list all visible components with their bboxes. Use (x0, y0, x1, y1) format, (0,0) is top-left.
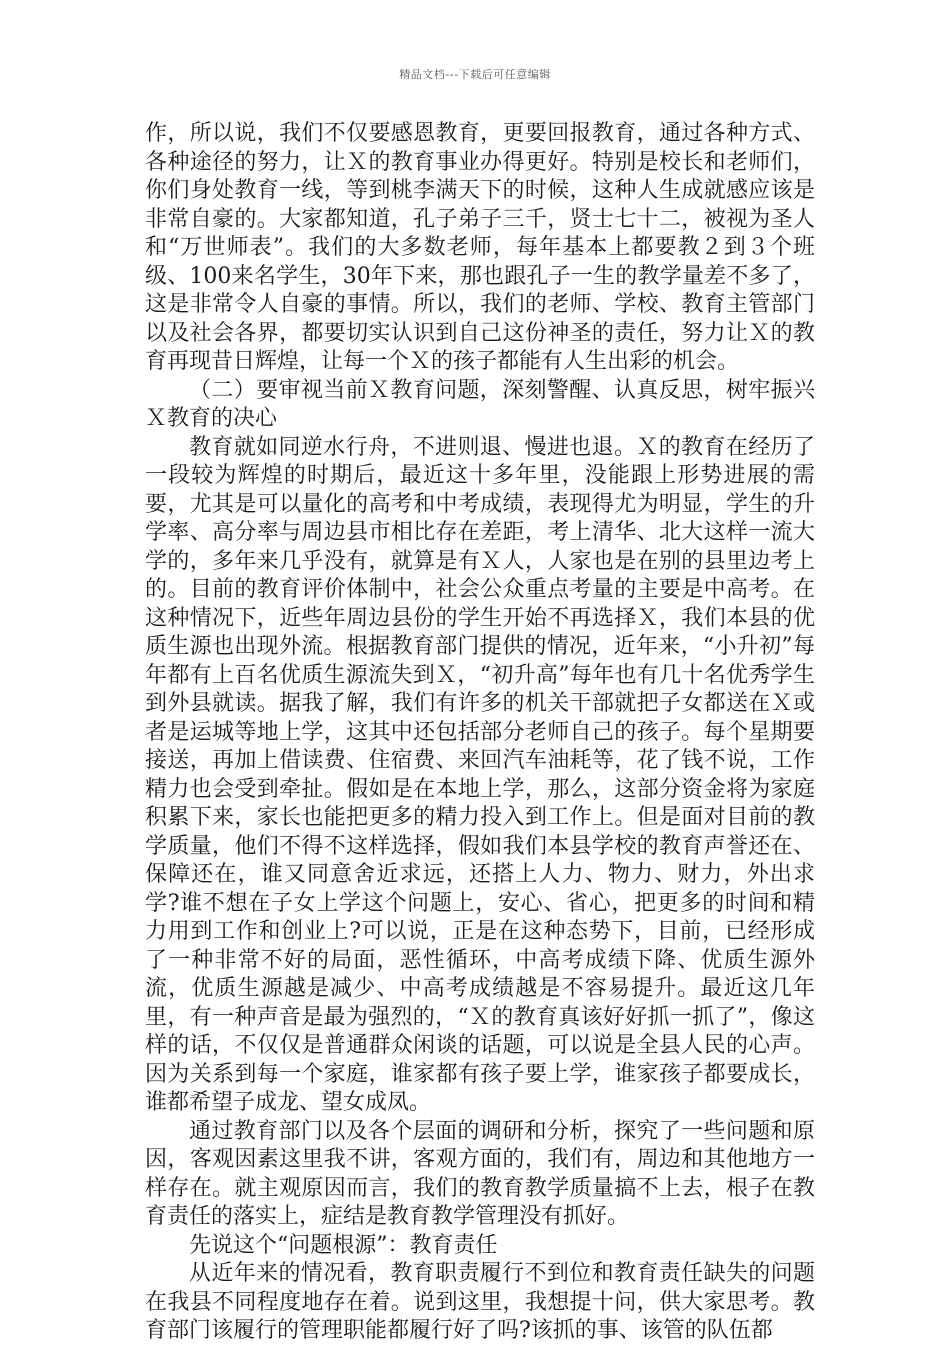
subheading-problem-root: 先说这个“问题根源”：教育责任 (189, 1232, 498, 1258)
paragraph-1: 作，所以说，我们不仅要感恩教育，更要回报教育，通过各种方式、各种途径的努力，让Ｘ的教育事业办得更好。特别是校长和老师们，你们身处教育一线，等到桃李满天下的时候，这种人生成就感应该是非常自豪的。大家都知道，孔子弟子三千，贤士七十二，被视为圣人和“万世师表”。我们的大多数老师，每年基本上都要教２到３个班级、100来名学生，30年下来，那也跟孔子一生的教学量差不多了，这是非常令人自豪的事情。所以，我们的老师、学校、教育主管部门以及社会各界，都要切实认识到自己这份神圣的责任，努力让Ｘ的教育再现昔日辉煌，让每一个Ｘ的孩子都能有人生出彩的机会。 (145, 121, 815, 374)
paragraph-4: 从近年来的情况看，教育职责履行不到位和教育责任缺失的问题在我县不同程度地存在着。说到这里，我想提十问，供大家思考。教育部门该履行的管理职能都履行好了吗?该抓的事、该管的队伍都 (145, 1261, 815, 1343)
document-body (145, 120, 815, 1346)
page-header: 精品文档---下载后可任意编辑 (399, 68, 551, 81)
paragraph-2: 教育就如同逆水行舟，不进则退、慢进也退。Ｘ的教育在经历了一段较为辉煌的时期后，最近这十多年里，没能跟上形势进展的需要，尤其是可以量化的高考和中考成绩，表现得尤为明显，学生的升学率、高分率与周边县市相比存在差距，考上清华、北大这样一流大学的，多年来几乎没有，就算是有Ｘ人，人家也是在别的县里边考上的。目前的教育评价体制中，社会公众重点考量的主要是中高考。在这种情况下，近些年周边县份的学生开始不再选择Ｘ，我们本县的优质生源也出现外流。根据教育部门提供的情况，近年来，“小升初”每年都有上百名优质生源流失到Ｘ，“初升高”每年也有几十名优秀学生到外县就读。据我了解，我们有许多的机关干部就把子女都送在Ｘ或者是运城等地上学，这其中还包括部分老师自己的孩子。每个星期要接送，再加上借读费、住宿费、来回汽车油耗等，花了钱不说，工作精力也会受到牵扯。假如是在本地上学，那么，这部分资金将为家庭积累下来，家长也能把更多的精力投入到工作上。但是面对目前的教学质量，他们不得不这样选择，假如我们本县学校的教育声誉还在、保障还在，谁又同意舍近求远，还搭上人力、物力、财力，外出求学?谁不想在子女上学这个问题上，安心、省心，把更多的时间和精力用到工作和创业上?可以说，正是在这种态势下，目前，已经形成了一种非常不好的局面，恶性循环，中高考成绩下降、优质生源外流，优质生源越是减少、中高考成绩越是不容易提升。最近这几年里，有一种声音是最为强烈的，“Ｘ的教育真该好好抓一抓了”，像这样的话，不仅仅是普通群众闲谈的话题，可以说是全县人民的心声。因为关系到每一个家庭，谁家都有孩子要上学，谁家孩子都要成长，谁都希望子成龙、望女成凤。 (145, 434, 815, 1115)
section-heading: （二）要审视当前Ｘ教育问题，深刻警醒、认真反思，树牢振兴Ｘ教育的决心 (145, 377, 815, 431)
paragraph-3: 通过教育部门以及各个层面的调研和分析，探究了一些问题和原因，客观因素这里我不讲，客观方面的，我们有，周边和其他地方一样存在。就主观原因而言，我们的教育教学质量搞不上去，根子在教育责任的落实上，症结是教育教学管理没有抓好。 (145, 1118, 815, 1229)
